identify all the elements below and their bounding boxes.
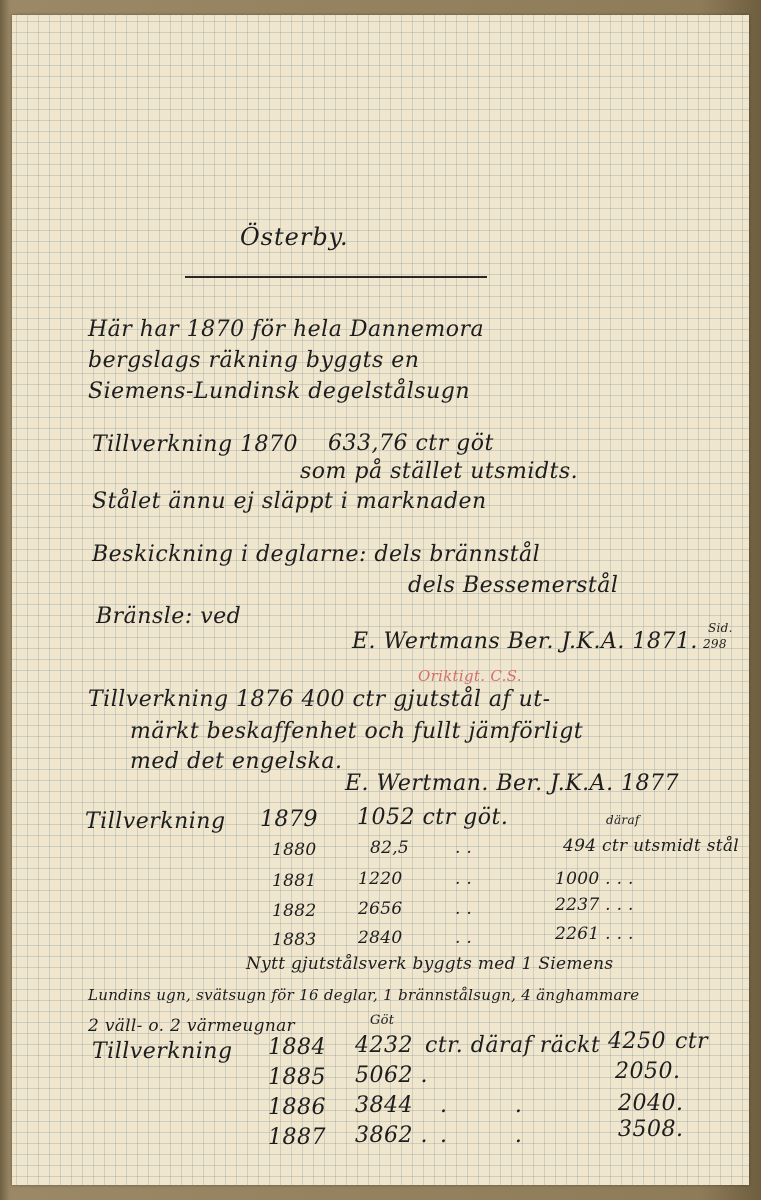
table1-value: 2656: [358, 899, 403, 919]
table2-dots: . .: [440, 1093, 523, 1118]
table2-year: 1887: [268, 1125, 326, 1150]
production-table1-label: Tillverkning: [85, 809, 226, 834]
table1-year: 1879: [260, 807, 318, 832]
production-1870-value: 633,76 ctr göt: [328, 431, 494, 456]
table2-value: 3862 .: [355, 1123, 428, 1148]
ingot-label: Göt: [370, 1013, 395, 1028]
intro-line-1: Här har 1870 för hela Dannemora: [88, 317, 485, 342]
table1-extra: 2237 . . .: [555, 895, 634, 915]
table1-dots: . .: [455, 899, 473, 919]
table2-racket: 2040.: [618, 1091, 684, 1116]
reference-1871: E. Wertmans Ber. J.K.A. 1871.: [352, 629, 698, 654]
manuscript-page: [12, 15, 749, 1185]
page-title: Österby.: [240, 223, 349, 251]
table2-value: 4232: [355, 1033, 413, 1058]
table2-unit: ctr: [675, 1029, 709, 1054]
table1-value: 1052 ctr göt.: [357, 805, 509, 830]
title-underline: [185, 276, 487, 278]
table1-value: 82,5: [370, 838, 410, 858]
table2-value: 5062 .: [355, 1063, 428, 1088]
reference-1871-sid: Sid.: [708, 621, 733, 635]
table2-racket: 3508.: [618, 1117, 684, 1142]
correction-note: Oriktigt. C.S.: [418, 667, 522, 685]
thereof-label: däraf: [606, 813, 640, 827]
table1-year: 1881: [272, 871, 317, 891]
charging-line-1: Beskickning i deglarne: dels brännstål: [92, 542, 541, 567]
table1-year: 1883: [272, 930, 317, 950]
table1-dots: . .: [455, 869, 473, 889]
reference-1871-page: 298: [703, 637, 727, 651]
production-1870-label: Tillverkning 1870: [92, 432, 299, 457]
production-1870-continuation: som på stället utsmidts.: [300, 459, 579, 484]
production-table2-label: Tillverkning: [92, 1039, 233, 1064]
table1-value: 2840: [358, 928, 403, 948]
table2-racket-label: ctr. däraf räckt: [425, 1033, 601, 1058]
production-1876-line-2: märkt beskaffenhet och fullt jämförligt: [130, 719, 584, 744]
production-1876-line-3: med det engelska.: [130, 749, 343, 774]
reference-1877: E. Wertman. Ber. J.K.A. 1877: [345, 771, 680, 796]
table1-extra: 1000 . . .: [555, 869, 634, 889]
table2-year: 1886: [268, 1095, 326, 1120]
table2-racket: 4250: [608, 1029, 666, 1054]
new-works-line: Nytt gjutstålsverk byggts med 1 Siemens: [246, 954, 614, 974]
table1-value: 1220: [358, 869, 403, 889]
table2-dots: . .: [440, 1123, 523, 1148]
welding-furnaces-line: 2 väll- o. 2 värmeugnar: [88, 1016, 295, 1036]
charging-line-2: dels Bessemerstål: [408, 573, 619, 598]
table1-dots: . .: [455, 838, 473, 858]
table2-year: 1884: [268, 1035, 326, 1060]
intro-line-2: bergslags räkning byggts en: [88, 348, 420, 373]
steel-not-released: Stålet ännu ej släppt i marknaden: [92, 489, 487, 514]
table2-racket: 2050.: [615, 1059, 681, 1084]
wrought-steel-column: 494 ctr utsmidt stål: [563, 836, 740, 856]
table2-year: 1885: [268, 1065, 326, 1090]
table2-value: 3844: [355, 1093, 413, 1118]
production-1876-line-1: Tillverkning 1876 400 ctr gjutstål af ut-: [88, 687, 551, 712]
furnace-list-line: Lundins ugn, svätsugn för 16 deglar, 1 brännstålsugn, 4 änghammare: [88, 986, 640, 1004]
table1-year: 1880: [272, 840, 317, 860]
table1-dots: . .: [455, 928, 473, 948]
table1-year: 1882: [272, 901, 317, 921]
intro-line-3: Siemens-Lundinsk degelstålsugn: [88, 379, 470, 404]
table1-extra: 2261 . . .: [555, 924, 634, 944]
fuel-line: Bränsle: ved: [96, 604, 242, 629]
